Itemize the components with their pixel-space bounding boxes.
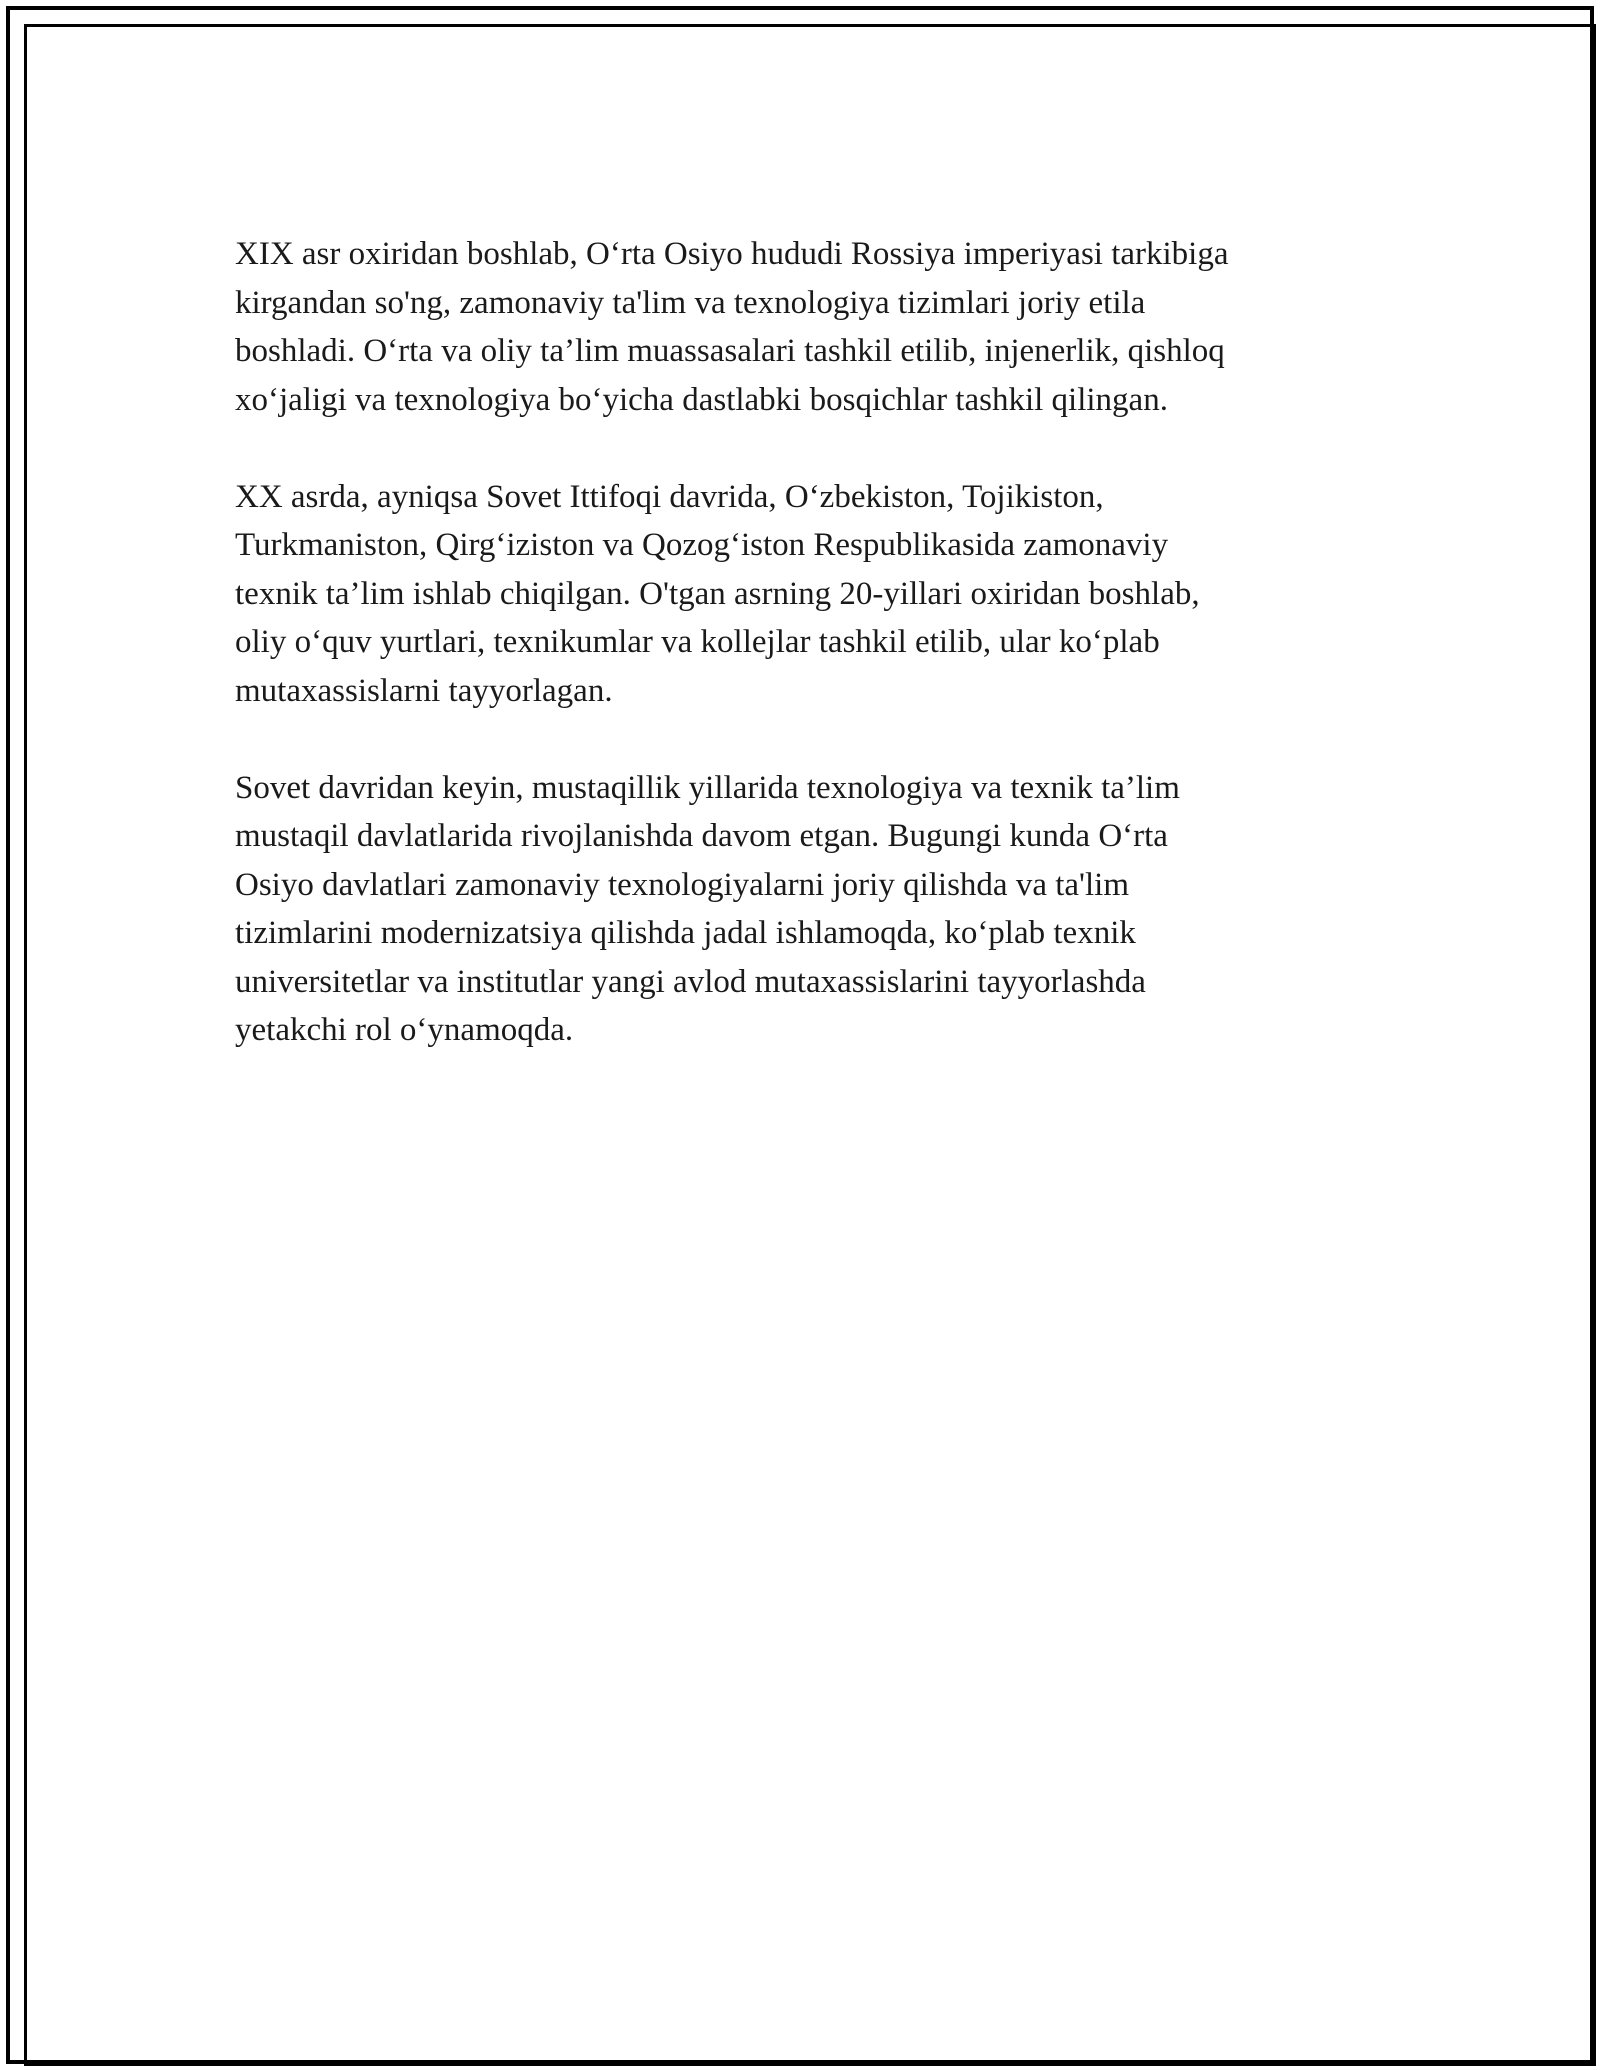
paragraph-1 [235, 230, 1365, 424]
paragraph-line: universitetlar va institutlar yangi avlod mutaxassislarini tayyorlashda [235, 963, 1146, 1000]
paragraph-line: yetakchi rol o‘ynamoqda. [235, 1012, 574, 1048]
paragraph-line: XX asrda, ayniqsa Sovet Ittifoqi davrida, O‘zbekiston, Tojikiston, [235, 478, 1104, 515]
paragraph-line: boshladi. O‘rta va oliy ta’lim muassasalari tashkil etilib, injenerlik, qishloq [235, 333, 1225, 369]
paragraph-line: XIX asr oxiridan boshlab, O‘rta Osiyo hududi Rossiya imperiyasi tarkibiga [235, 236, 1229, 272]
paragraph-line: mutaxassislarni tayyorlagan. [235, 672, 613, 709]
paragraph-line: Osiyo davlatlari zamonaviy texnologiyalarni joriy qilishda va ta'lim [235, 866, 1129, 903]
paragraph-line: oliy o‘quv yurtlari, texnikumlar va kollejlar tashkil etilib, ular ko‘plab [235, 624, 1160, 660]
paragraph-2 [235, 473, 1365, 716]
paragraph-line: xo‘jaligi va texnologiya bo‘yicha dastlabki bosqichlar tashkil qilingan. [235, 381, 1168, 418]
document-body [235, 230, 1365, 1103]
paragraph-line: texnik ta’lim ishlab chiqilgan. O'tgan asrning 20-yillari oxiridan boshlab, [235, 575, 1200, 612]
paragraph-3 [235, 764, 1365, 1055]
paragraph-line: Turkmaniston, Qirg‘iziston va Qozog‘iston Respublikasida zamonaviy [235, 527, 1169, 563]
paragraph-line: Sovet davridan keyin, mustaqillik yillarida texnologiya va texnik ta’lim [235, 769, 1180, 806]
paragraph-line: mustaqil davlatlarida rivojlanishda davom etgan. Bugungi kunda O‘rta [235, 818, 1168, 854]
paragraph-line: tizimlarini modernizatsiya qilishda jadal ishlamoqda, ko‘plab texnik [235, 915, 1136, 951]
paragraph-line: kirgandan so'ng, zamonaviy ta'lim va texnologiya tizimlari joriy etila [235, 284, 1146, 321]
